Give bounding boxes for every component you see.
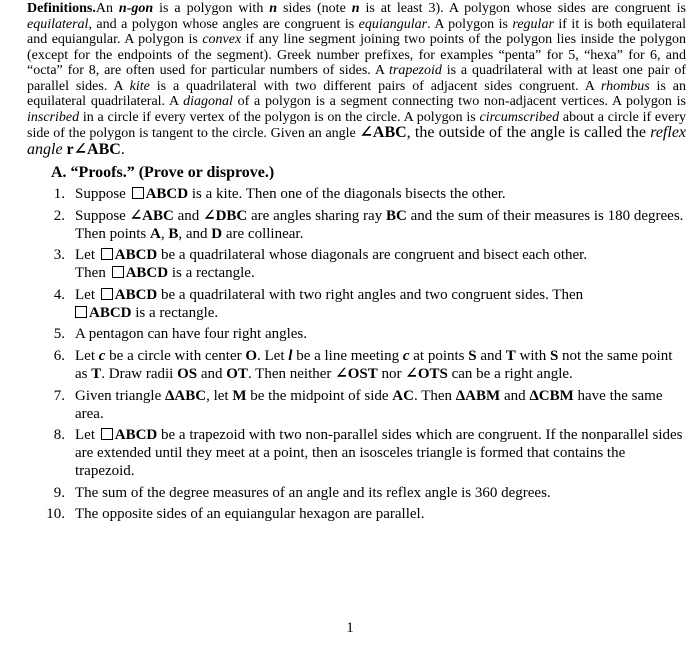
definitions-text: . A polygon is bbox=[427, 16, 513, 32]
definitions-text: if it is both equilateral and equiangular. A polygon is bbox=[27, 16, 687, 47]
item-text: . Let bbox=[257, 347, 289, 364]
definitions-text: is a quadrilateral with two different pairs of adjacent sides congruent. A bbox=[149, 78, 601, 94]
section-heading: A. “Proofs.” (Prove or disprove.) bbox=[51, 164, 275, 181]
item-text: and bbox=[476, 347, 506, 364]
definitions-text: is an equilateral quadrilateral. A bbox=[27, 78, 686, 109]
angle-abc: ∠ABC bbox=[359, 124, 407, 141]
page-number: 1 bbox=[346, 620, 354, 636]
item-text: Let bbox=[75, 247, 99, 264]
item-math: B bbox=[168, 225, 179, 242]
item-text: A pentagon can have four right angles. bbox=[75, 326, 308, 343]
item-text: Then bbox=[75, 265, 110, 282]
item-text: Let bbox=[75, 347, 99, 364]
quadrilateral-symbol bbox=[101, 248, 113, 260]
definitions-text: is a quadrilateral with at least one pair of parallel sides. A bbox=[27, 63, 686, 94]
var-n: n bbox=[269, 1, 278, 16]
item-text: be a trapezoid with two non-parallel sides which are congruent. If the nonparallel sides are extended until they meet at a point, then an isosceles triangle is formed that contains the trapezoid. bbox=[75, 427, 683, 480]
item-text: be the midpoint of side bbox=[246, 387, 393, 404]
list-item bbox=[27, 207, 686, 243]
definitions-label: Definitions. bbox=[27, 1, 96, 16]
item-text: and the sum of their measures is 180 degrees. Then points bbox=[75, 207, 684, 242]
item-math: OT bbox=[226, 365, 248, 382]
term-regular: regular bbox=[512, 16, 554, 32]
item-text: Let bbox=[75, 286, 99, 303]
item-text: are collinear. bbox=[222, 225, 304, 242]
item-number: 9. bbox=[53, 484, 65, 501]
item-math: ΔABM bbox=[455, 387, 501, 404]
item-text: . Then bbox=[413, 387, 456, 404]
item-math: S bbox=[549, 347, 559, 364]
definitions-text: sides (note bbox=[277, 1, 352, 16]
item-number: 1. bbox=[53, 186, 65, 202]
item-math: A bbox=[150, 225, 161, 242]
item-math: BC bbox=[385, 207, 407, 224]
list-item bbox=[27, 484, 686, 502]
item-math: ABCD bbox=[145, 186, 189, 202]
definitions-text: , and a polygon whose angles are congruent is bbox=[88, 16, 359, 32]
item-number: 7. bbox=[53, 387, 65, 404]
term-convex: convex bbox=[202, 32, 242, 47]
item-math: c bbox=[402, 347, 410, 364]
item-text: with bbox=[515, 347, 550, 364]
item-text: is a rectangle. bbox=[168, 265, 255, 282]
item-math: c bbox=[98, 347, 106, 364]
term-kite: kite bbox=[129, 78, 150, 94]
list-item bbox=[27, 387, 686, 423]
item-number: 4. bbox=[53, 286, 65, 303]
quadrilateral-symbol bbox=[101, 428, 113, 440]
item-math: O bbox=[245, 347, 258, 364]
definitions-text: An bbox=[95, 1, 119, 16]
term-circumscribed: circumscribed bbox=[479, 109, 560, 125]
list-item bbox=[27, 185, 686, 203]
item-math: D bbox=[211, 225, 223, 242]
item-text: are angles sharing ray bbox=[247, 207, 386, 224]
item-number: 8. bbox=[53, 427, 65, 444]
item-text: , bbox=[160, 225, 169, 242]
item-math: ABCD bbox=[114, 286, 158, 303]
item-text: Let bbox=[75, 427, 99, 444]
quadrilateral-symbol bbox=[101, 288, 113, 300]
definitions-text: , the outside of the angle is called the bbox=[406, 124, 651, 141]
item-text: nor bbox=[377, 365, 406, 382]
item-number: 10. bbox=[46, 506, 65, 523]
item-math: l bbox=[288, 347, 293, 364]
list-item bbox=[27, 325, 686, 343]
item-text: The opposite sides of an equiangular hexagon are parallel. bbox=[75, 506, 425, 523]
quadrilateral-symbol bbox=[132, 187, 144, 199]
quadrilateral-symbol bbox=[75, 306, 87, 318]
item-text: not the same point as bbox=[75, 347, 673, 382]
item-math: ΔCBM bbox=[529, 387, 574, 404]
definitions-text: is at least 3). A polygon whose sides are congruent is bbox=[359, 1, 686, 16]
item-math: AC bbox=[392, 387, 414, 404]
item-math: S bbox=[468, 347, 477, 364]
item-math: ΔABC bbox=[164, 387, 207, 404]
term-n-gon: n-gon bbox=[118, 1, 154, 16]
term-reflex-angle: reflex angle bbox=[27, 124, 687, 158]
item-math: ABCD bbox=[89, 304, 132, 321]
item-math: OS bbox=[177, 365, 198, 382]
list-item bbox=[27, 426, 686, 480]
item-math: ∠DBC bbox=[203, 207, 248, 224]
list-item bbox=[27, 246, 686, 282]
item-number: 5. bbox=[53, 326, 65, 343]
term-rhombus: rhombus bbox=[600, 78, 650, 94]
item-text: , and bbox=[178, 225, 212, 242]
problem-list bbox=[27, 185, 686, 523]
item-text: Suppose bbox=[75, 186, 130, 202]
item-math: ∠ABC bbox=[129, 207, 174, 224]
item-math: ABCD bbox=[114, 427, 158, 444]
item-math: T bbox=[505, 347, 516, 364]
item-math: ∠OST bbox=[335, 365, 378, 382]
term-equilateral: equilateral bbox=[27, 16, 89, 32]
term-diagonal: diagonal bbox=[183, 94, 233, 109]
item-math: ABCD bbox=[114, 247, 158, 264]
term-inscribed: inscribed bbox=[27, 109, 80, 125]
term-equiangular: equiangular bbox=[358, 16, 428, 32]
definitions-text: if any line segment joining two points of the polygon lies inside the polygon (except for the endpoints of the segment). Greek number prefixes, for examples “penta” for 5, “hexa” for 6, and “octa” for 8, are often used for particular numbers of sides. A bbox=[27, 32, 686, 78]
list-item bbox=[27, 505, 686, 523]
item-number: 6. bbox=[53, 347, 65, 364]
item-text: at points bbox=[409, 347, 469, 364]
item-text: be a circle with center bbox=[105, 347, 246, 364]
definitions-text: of a polygon is a segment connecting two non-adjacent vertices. A polygon is bbox=[232, 94, 687, 109]
item-text: be a quadrilateral whose diagonals are congruent and bisect each other. bbox=[157, 247, 588, 264]
reflex-angle-abc: r∠ABC bbox=[66, 140, 121, 158]
item-text: Suppose bbox=[75, 207, 130, 224]
item-text: is a kite. Then one of the diagonals bisects the other. bbox=[188, 186, 506, 202]
item-number: 3. bbox=[53, 247, 65, 264]
definitions-text: is a polygon with bbox=[153, 1, 270, 16]
item-text: can be a right angle. bbox=[447, 365, 573, 382]
definitions-text: about a circle if every side of the polygon is tangent to the circle. Given an angle bbox=[27, 109, 686, 141]
item-text: and bbox=[197, 365, 227, 382]
item-text: be a line meeting bbox=[292, 347, 403, 364]
list-item bbox=[27, 347, 686, 383]
item-text: The sum of the degree measures of an angle and its reflex angle is 360 degrees. bbox=[75, 484, 551, 501]
item-math: T bbox=[91, 365, 102, 382]
definitions-text: in a circle if every vertex of the polygon is on the circle. A polygon is bbox=[79, 109, 480, 125]
item-text: is a rectangle. bbox=[131, 304, 219, 321]
list-item bbox=[27, 286, 686, 322]
item-text: , let bbox=[206, 387, 233, 404]
definitions-paragraph bbox=[27, 1, 686, 158]
var-n: n bbox=[351, 1, 360, 16]
item-text: Given triangle bbox=[75, 387, 165, 404]
item-number: 2. bbox=[53, 207, 65, 224]
item-text: . Then neither bbox=[247, 365, 336, 382]
quadrilateral-symbol bbox=[112, 266, 124, 278]
definitions-text: . bbox=[120, 140, 125, 158]
item-text: be a quadrilateral with two right angles and two congruent sides. Then bbox=[157, 286, 584, 303]
item-text: and bbox=[173, 207, 204, 224]
item-math: ABCD bbox=[125, 265, 169, 282]
item-text: . Draw radii bbox=[101, 365, 178, 382]
item-math: ∠OTS bbox=[405, 365, 448, 382]
item-text: have the same area. bbox=[75, 387, 663, 422]
item-text: and bbox=[500, 387, 530, 404]
term-trapezoid: trapezoid bbox=[389, 63, 442, 78]
item-math: M bbox=[232, 387, 247, 404]
